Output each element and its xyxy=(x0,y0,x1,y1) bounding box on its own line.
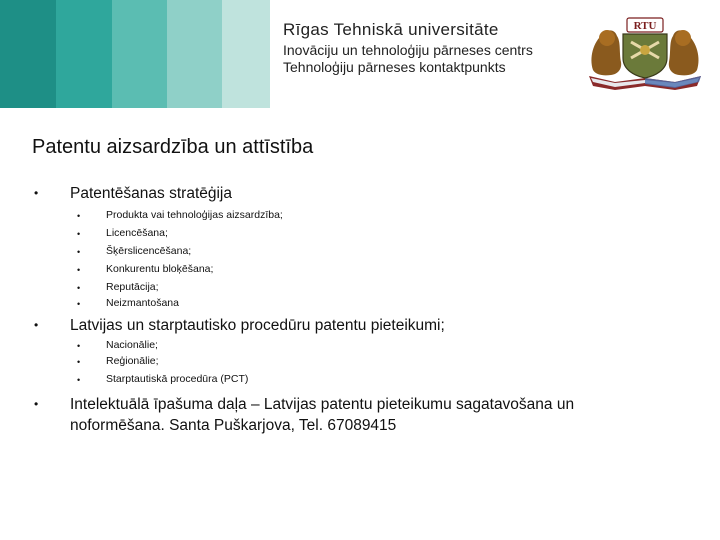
sub-bullet-dot-icon: • xyxy=(77,341,81,351)
header-stripe xyxy=(167,0,222,108)
sub-bullet-dot-icon: • xyxy=(77,283,81,293)
bullet-dot-icon: • xyxy=(34,397,39,411)
bullet-dot-icon: • xyxy=(34,186,39,200)
header-stripe xyxy=(222,0,270,108)
list-item: Šķērslicencēšana; xyxy=(106,245,192,257)
sub-bullet-dot-icon: • xyxy=(77,229,81,239)
logo-text: RTU xyxy=(633,20,657,32)
sub-bullet-dot-icon: • xyxy=(77,247,81,257)
bullet-dot-icon: • xyxy=(34,318,39,332)
sub-bullet-dot-icon: • xyxy=(77,375,81,385)
header-stripe xyxy=(0,0,56,108)
university-name: Rīgas Tehniskā universitāte xyxy=(283,20,499,39)
list-item: Reģionālie; xyxy=(106,355,159,367)
list-item: Konkurentu bloķēšana; xyxy=(106,263,214,275)
centre-name: Inovāciju un tehnoloģiju pārneses centrs xyxy=(283,42,533,58)
section-heading: Latvijas un starptautisko procedūru patentu pieteikumi; xyxy=(70,317,445,334)
contact-point-name: Tehnoloģiju pārneses kontaktpunkts xyxy=(283,59,506,75)
sub-bullet-dot-icon: • xyxy=(77,299,81,309)
section-heading: Patentēšanas stratēģija xyxy=(70,185,232,202)
list-item: Licencēšana; xyxy=(106,227,168,239)
list-item: Reputācija; xyxy=(106,281,159,293)
slide-title: Patentu aizsardzība un attīstība xyxy=(32,136,314,158)
sub-bullet-dot-icon: • xyxy=(77,357,81,367)
rtu-logo-icon xyxy=(585,12,705,94)
sub-bullet-dot-icon: • xyxy=(77,265,81,275)
list-item: Neizmantošana xyxy=(106,297,179,309)
list-item: Nacionālie; xyxy=(106,339,158,351)
header-stripe xyxy=(112,0,167,108)
list-item: Produkta vai tehnoloģijas aizsardzība; xyxy=(106,209,283,221)
section-heading: Intelektuālā īpašuma daļa – Latvijas patentu pieteikumu sagatavošana un noformēšana. Santa Puškarjova, Tel. 67089415 xyxy=(70,396,575,434)
header-stripe xyxy=(56,0,112,108)
slide-header xyxy=(0,0,720,108)
sub-bullet-dot-icon: • xyxy=(77,211,81,221)
list-item: Starptautiskā procedūra (PCT) xyxy=(106,373,249,385)
